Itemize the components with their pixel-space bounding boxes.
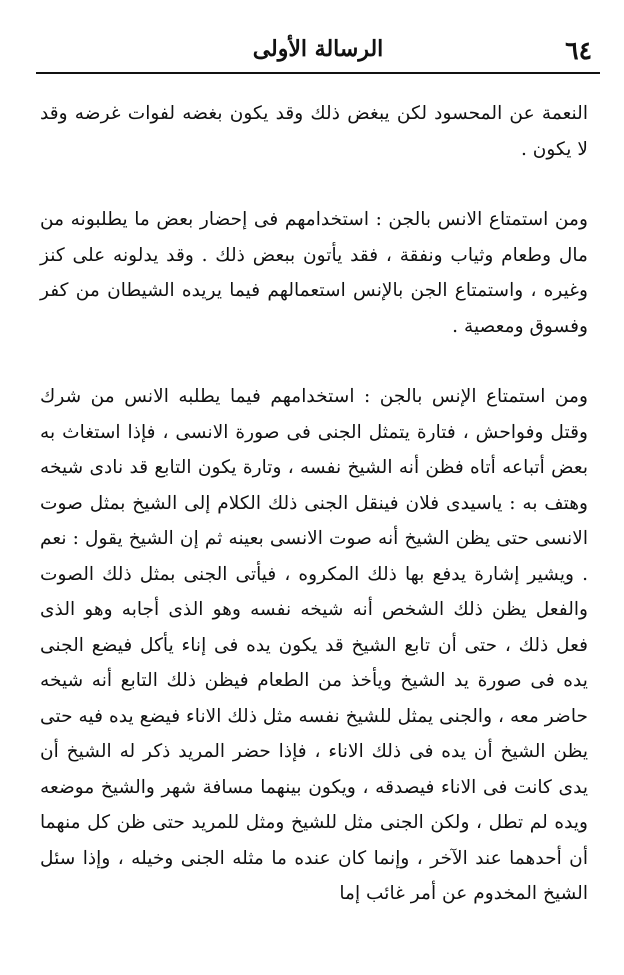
page-header [36, 26, 600, 74]
page-number: ٦٤ [565, 36, 592, 65]
paragraph-1: النعمة عن المحسود لكن يبغض ذلك وقد يكون بغضه لفوات غرضه وقد لا يكون . [40, 103, 588, 160]
paragraph-2: ومن استمتاع الانس بالجن : استخدامهم فى إحضار بعض ما يطلبونه من مال وطعام وثياب ونفقة ، فقد يأتون ببعض ذلك . وقد يدلونه على كنز وغيره ، واستمتاع الجن بالإنس استعمالهم فيما يريده الشيطان من كفر وفسوق ومعصية . [40, 209, 588, 337]
body-text [40, 96, 588, 912]
running-title: الرسالة الأولى [252, 36, 384, 62]
paragraph-3: ومن استمتاع الإنس بالجن : استخدامهم فيما يطلبه الانس من شرك وقتل وفواحش ، فتارة يتمثل الجنى فى صورة الانسى ، فإذا استغاث به بعض أتباعه أتاه فظن أنه الشيخ نفسه ، وتارة يكون التابع قد نادى شيخه وهتف به : ياسيدى فلان فينقل الجنى ذلك الكلام إلى الشيخ بمثل صوت الانسى حتى يظن الشيخ أنه صوت الانسى بعينه ثم إن الشيخ يقول : نعم . ويشير إشارة يدفع بها ذلك المكروه ، فيأتى الجنى بمثل ذلك الصوت والفعل يظن ذلك الشخص أنه شيخه نفسه وهو الذى أجابه وهو الذى فعل ذلك ، حتى أن تابع الشيخ قد يكون يده فى إناء يأكل فيضع الجنى يده فى صورة يد الشيخ ويأخذ من الطعام فيظن ذلك التابع أنه شيخه حاضر معه ، والجنى يمثل للشيخ نفسه مثل ذلك الاناء فيضع يده فيه حتى يظن الشيخ أن يده فى ذلك الاناء ، فإذا حضر المريد ذكر له الشيخ أن يدى كانت فى الاناء فيصدقه ، ويكون بينهما مسافة شهر والشيخ موضعه ويده لم تطل ، ولكن الجنى مثل للشيخ ومثل للمريد حتى ظن كل منهما أن أحدهما عند الآخر ، وإنما كان عنده ما مثله الجنى وخيله ، وإذا سئل الشيخ المخدوم عن أمر غائب إما [40, 386, 588, 904]
